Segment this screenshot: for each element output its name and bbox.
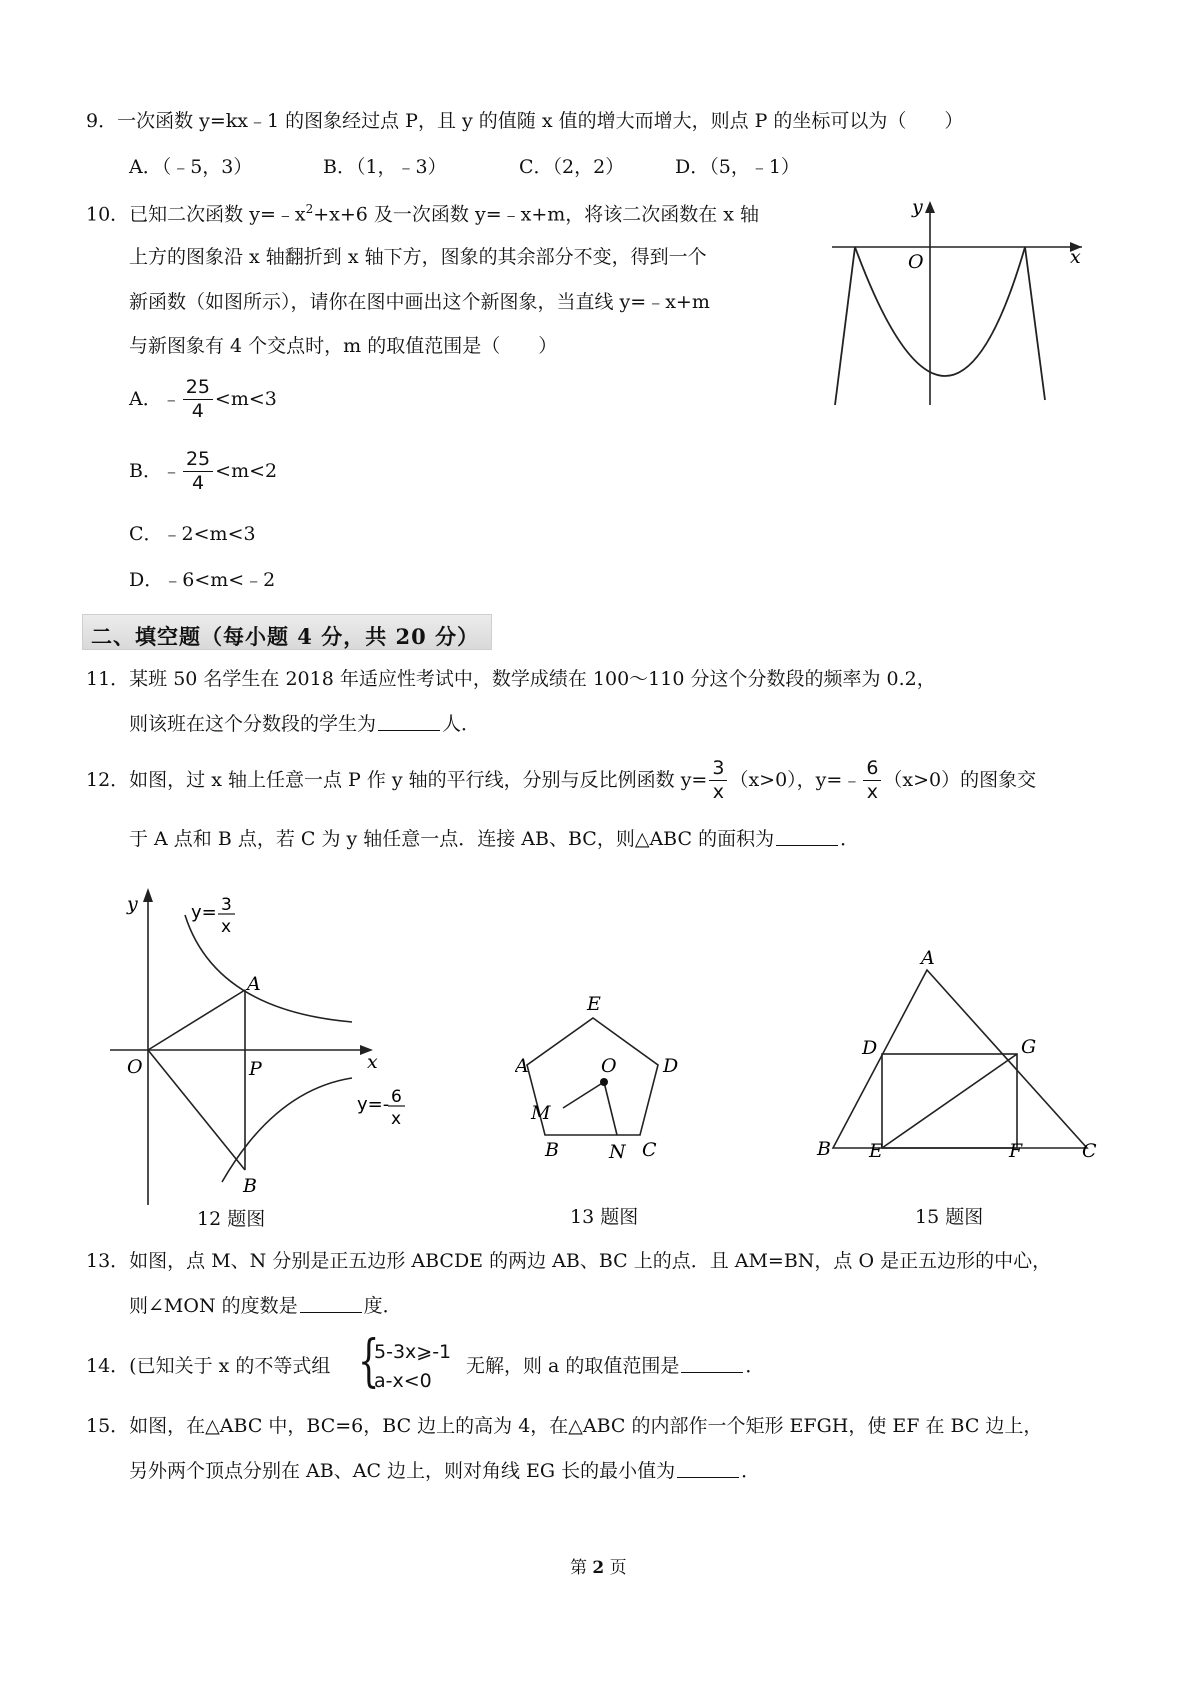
q9-option-d: D．（5，﹣1）: [675, 156, 800, 178]
vertex-C-label: C: [642, 1139, 657, 1161]
q9-option-a: A．（﹣5，3）: [129, 156, 253, 178]
segment-ON: [604, 1082, 617, 1135]
fig12: [105, 880, 425, 1215]
y-label: y: [127, 893, 138, 915]
fraction: $\frac{3}{x}$: [709, 759, 727, 802]
right-branch: [1025, 247, 1045, 400]
fraction: $\frac{25}{4}$: [183, 378, 213, 421]
q10-option-d: D．﹣6<m<﹣2: [129, 569, 276, 591]
inequality-row-1: 5-3x⩾-1: [374, 1341, 452, 1363]
vertex-C-label: C: [1082, 1140, 1097, 1162]
parabola-folded: [855, 247, 1025, 376]
vertex-A-label: A: [515, 1055, 529, 1077]
fraction: $\frac{6}{x}$: [863, 759, 881, 802]
vertex-E-label: E: [587, 993, 601, 1015]
point-D-label: D: [862, 1037, 878, 1059]
q10-line1: 10．已知二次函数 $y=﹣x^2+x+6$ 及一次函数 y=﹣x+m，将该二次函数在 x 轴: [86, 202, 760, 226]
vertex-A-label: A: [921, 950, 935, 969]
q9-option-c: C．（2，2）: [519, 156, 625, 178]
q15-line2: 另外两个顶点分别在 AB、AC 边上，则对角线 EG 长的最小值为 ．: [129, 1460, 761, 1482]
inequality-system: [358, 1329, 468, 1395]
segment-OA: [148, 990, 245, 1050]
q10-line2: 上方的图象沿 x 轴翻折到 x 轴下方，图象的其余部分不变，得到一个: [129, 246, 707, 268]
q14-pre: 14．(已知关于 x 的不等式组: [86, 1355, 331, 1377]
f2-num: 6: [391, 1087, 402, 1107]
segment-OM: [563, 1082, 604, 1108]
fig15-caption: 15 题图: [915, 1206, 984, 1228]
f1-prefix: y=: [191, 902, 217, 923]
point-A-label: A: [247, 973, 261, 995]
answer-blank: [378, 729, 440, 731]
curve-3-over-x: [185, 915, 352, 1022]
f1-den: x: [221, 917, 232, 937]
vertex-D-label: D: [663, 1055, 679, 1077]
triangle-ABC: [833, 970, 1087, 1148]
diagonal-EG: [882, 1054, 1017, 1148]
fig12-caption: 12 题图: [197, 1208, 266, 1230]
point-P-label: P: [249, 1058, 262, 1080]
y-label: y: [912, 196, 923, 218]
f2-prefix: y=-: [357, 1094, 390, 1115]
segment-OB: [148, 1050, 245, 1170]
fig13: [515, 990, 685, 1165]
answer-blank: [300, 1311, 362, 1313]
point-G-label: G: [1021, 1036, 1037, 1058]
q12-line1: 12．如图，过 x 轴上任意一点 P 作 y 轴的平行线，分别与反比例函数 y= $\frac{3}{x}$ （x>0），y=﹣ $\frac{6}{x}$ （x>0）的图象交: [86, 757, 1037, 803]
f2-den: x: [391, 1109, 402, 1129]
fraction: $\frac{25}{4}$: [183, 450, 213, 493]
answer-blank: [776, 844, 838, 846]
section-header: 二、填空题（每小题 4 分，共 20 分）: [82, 614, 492, 650]
x-label: x: [367, 1051, 378, 1073]
vertex-B-label: B: [817, 1138, 831, 1160]
q10-option-a: A．﹣ $\frac{25}{4}$ <m<3: [129, 376, 277, 422]
point-N-label: N: [609, 1141, 626, 1163]
origin-label: O: [127, 1056, 143, 1078]
y-axis-arrow: [925, 201, 935, 213]
q13-line1: 13．如图，点 M、N 分别是正五边形 ABCDE 的两边 AB、BC 上的点．且 AM=BN，点 O 是正五边形的中心，: [86, 1250, 1052, 1272]
point-E-label: E: [869, 1140, 883, 1162]
left-branch: [835, 247, 855, 405]
answer-blank: [677, 1476, 739, 1478]
q15-line1: 15．如图，在△ABC 中，BC=6，BC 边上的高为 4，在△ABC 的内部作一个矩形 EFGH，使 EF 在 BC 边上，: [86, 1415, 1043, 1437]
q10-line4: 与新图象有 4 个交点时，m 的取值范围是（ ）: [129, 335, 558, 357]
q10-line3: 新函数（如图所示），请你在图中画出这个新图象，当直线 y=﹣x+m: [129, 291, 710, 313]
page-number: 第 2 页: [570, 1558, 627, 1578]
q13-line2: 则∠MON 的度数是 度．: [129, 1295, 402, 1317]
center-dot: [600, 1078, 608, 1086]
vertex-B-label: B: [545, 1139, 559, 1161]
inequality-row-2: a-x<0: [374, 1370, 432, 1392]
y-axis-arrow: [143, 888, 153, 902]
x-label: x: [1070, 246, 1081, 268]
q12-line2: 于 A 点和 B 点，若 C 为 y 轴任意一点．连接 AB、BC，则△ABC 的面积为 ．: [129, 828, 860, 850]
f1-num: 3: [221, 895, 232, 915]
q10-graph: [820, 195, 1090, 410]
fig15: [815, 950, 1105, 1170]
q10-option-c: C．﹣2<m<3: [129, 523, 256, 545]
point-M-label: M: [531, 1102, 551, 1124]
q11-line2: 则该班在这个分数段的学生为 人．: [129, 713, 481, 735]
fig13-caption: 13 题图: [570, 1206, 639, 1228]
center-O-label: O: [601, 1055, 617, 1077]
q9-stem: 9．一次函数 y=kx﹣1 的图象经过点 P，且 y 的值随 x 值的增大而增大，则点 P 的坐标可以为（ ）: [86, 110, 964, 132]
answer-blank: [681, 1371, 743, 1373]
point-B-label: B: [243, 1175, 257, 1197]
q14-post: 无解，则 a 的取值范围是 ．: [466, 1355, 765, 1377]
q11-line1: 11．某班 50 名学生在 2018 年适应性考试中，数学成绩在 100～110 分这个分数段的频率为 0.2，: [86, 668, 936, 690]
point-F-label: F: [1009, 1140, 1023, 1162]
q9-option-b: B．（1，﹣3）: [323, 156, 447, 178]
left-brace: {: [358, 1329, 380, 1394]
q10-option-b: B．﹣ $\frac{25}{4}$ <m<2: [129, 448, 278, 494]
origin-label: O: [908, 251, 924, 273]
